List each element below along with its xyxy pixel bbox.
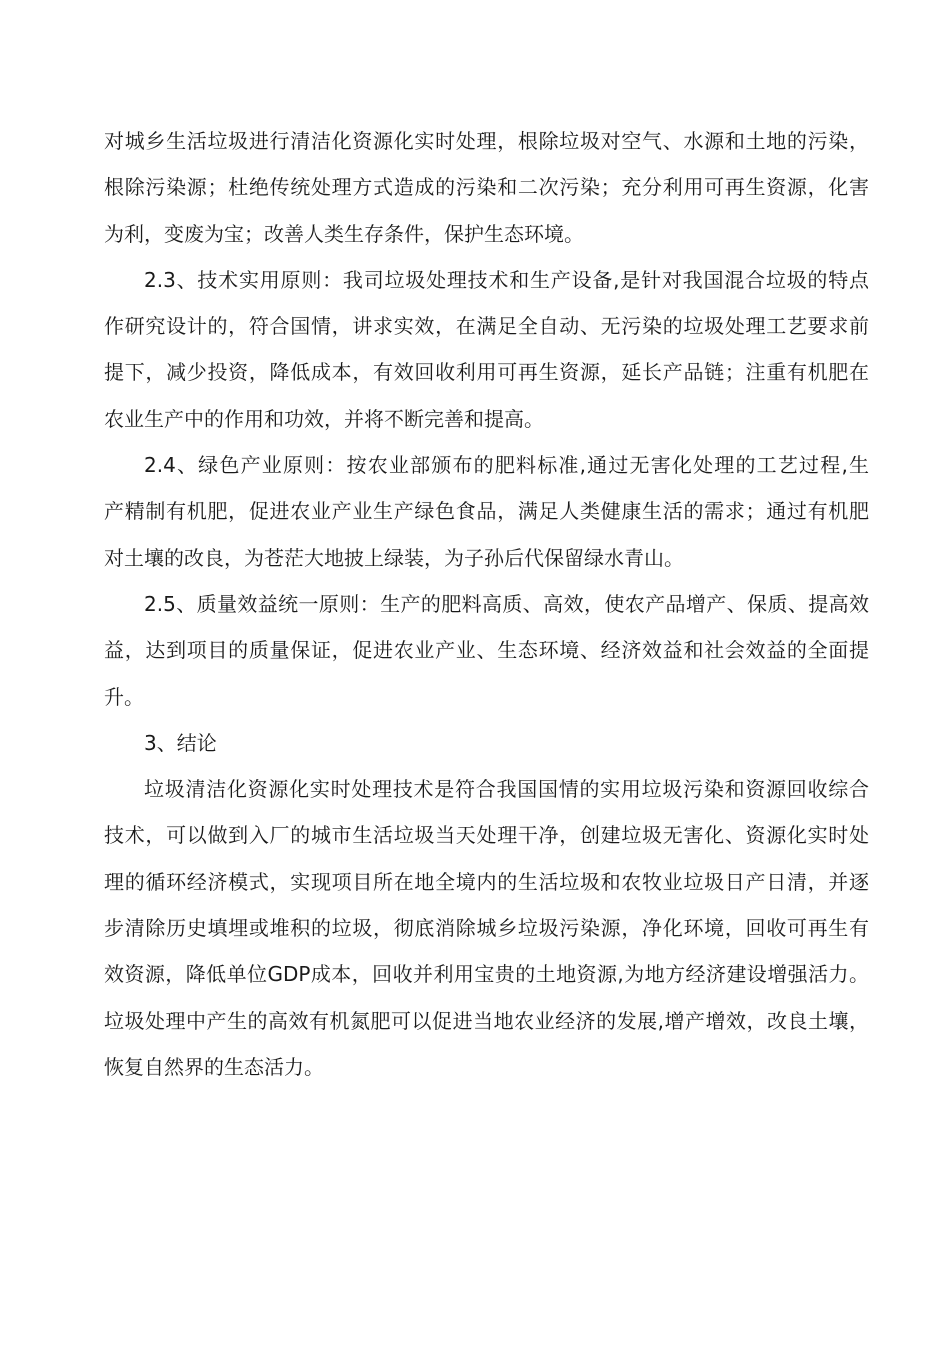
paragraph-2-4-green-industry-principle bbox=[104, 442, 869, 581]
text-line: 对土壤的改良，为苍茫大地披上绿装，为子孙后代保留绿水青山。 bbox=[104, 545, 684, 570]
text-line: 垃圾清洁化资源化实时处理技术是符合我国国情的实用垃圾污染和资源回收综合 bbox=[144, 777, 869, 802]
text-line: 效资源，降低单位GDP成本，回收并利用宝贵的土地资源,为地方经济建设增强活力。 bbox=[104, 962, 869, 987]
text-line: 2.3、技术实用原则：我司垃圾处理技术和生产设备,是针对我国混合垃圾的特点 bbox=[144, 267, 869, 292]
text-line: 技术，可以做到入厂的城市生活垃圾当天处理干净，创建垃圾无害化、资源化实时处 bbox=[104, 823, 869, 848]
text-line: 步清除历史填埋或堆积的垃圾，彻底消除城乡垃圾污染源，净化环境，回收可再生有 bbox=[104, 916, 869, 941]
paragraph-intro-continued bbox=[104, 118, 869, 257]
text-line: 根除污染源；杜绝传统处理方式造成的污染和二次污染；充分利用可再生资源，化害 bbox=[104, 175, 869, 200]
text-line: 提下，减少投资，降低成本，有效回收利用可再生资源，延长产品链；注重有机肥在 bbox=[104, 360, 869, 385]
text-line: 2.4、绿色产业原则：按农业部颁布的肥料标准,通过无害化处理的工艺过程,生 bbox=[144, 453, 869, 478]
paragraph-2-5-quality-benefit-principle bbox=[104, 581, 869, 720]
text-line: 垃圾处理中产生的高效有机氮肥可以促进当地农业经济的发展,增产增效，改良土壤， bbox=[104, 1008, 869, 1033]
text-line: 产精制有机肥，促进农业产业生产绿色食品，满足人类健康生活的需求；通过有机肥 bbox=[104, 499, 869, 524]
section-3-heading bbox=[104, 720, 869, 766]
text-line: 作研究设计的，符合国情，讲求实效，在满足全自动、无污染的垃圾处理工艺要求前 bbox=[104, 314, 869, 339]
paragraph-conclusion bbox=[104, 766, 869, 1090]
text-line: 为利，变废为宝；改善人类生存条件，保护生态环境。 bbox=[104, 221, 584, 246]
text-line: 2.5、质量效益统一原则：生产的肥料高质、高效，使农产品增产、保质、提高效 bbox=[144, 591, 869, 616]
text-line: 恢复自然界的生态活力。 bbox=[104, 1054, 324, 1079]
paragraph-2-3-technical-principle bbox=[104, 257, 869, 442]
text-line: 升。 bbox=[104, 684, 144, 709]
text-line: 农业生产中的作用和功效，并将不断完善和提高。 bbox=[104, 406, 544, 431]
text-line: 益，达到项目的质量保证，促进农业产业、生态环境、经济效益和社会效益的全面提 bbox=[104, 638, 869, 663]
text-line: 理的循环经济模式，实现项目所在地全境内的生活垃圾和农牧业垃圾日产日清，并逐 bbox=[104, 869, 869, 894]
text-line: 对城乡生活垃圾进行清洁化资源化实时处理，根除垃圾对空气、水源和土地的污染， bbox=[104, 129, 869, 153]
section-heading: 3、结论 bbox=[144, 730, 217, 755]
document-body bbox=[104, 118, 869, 1090]
